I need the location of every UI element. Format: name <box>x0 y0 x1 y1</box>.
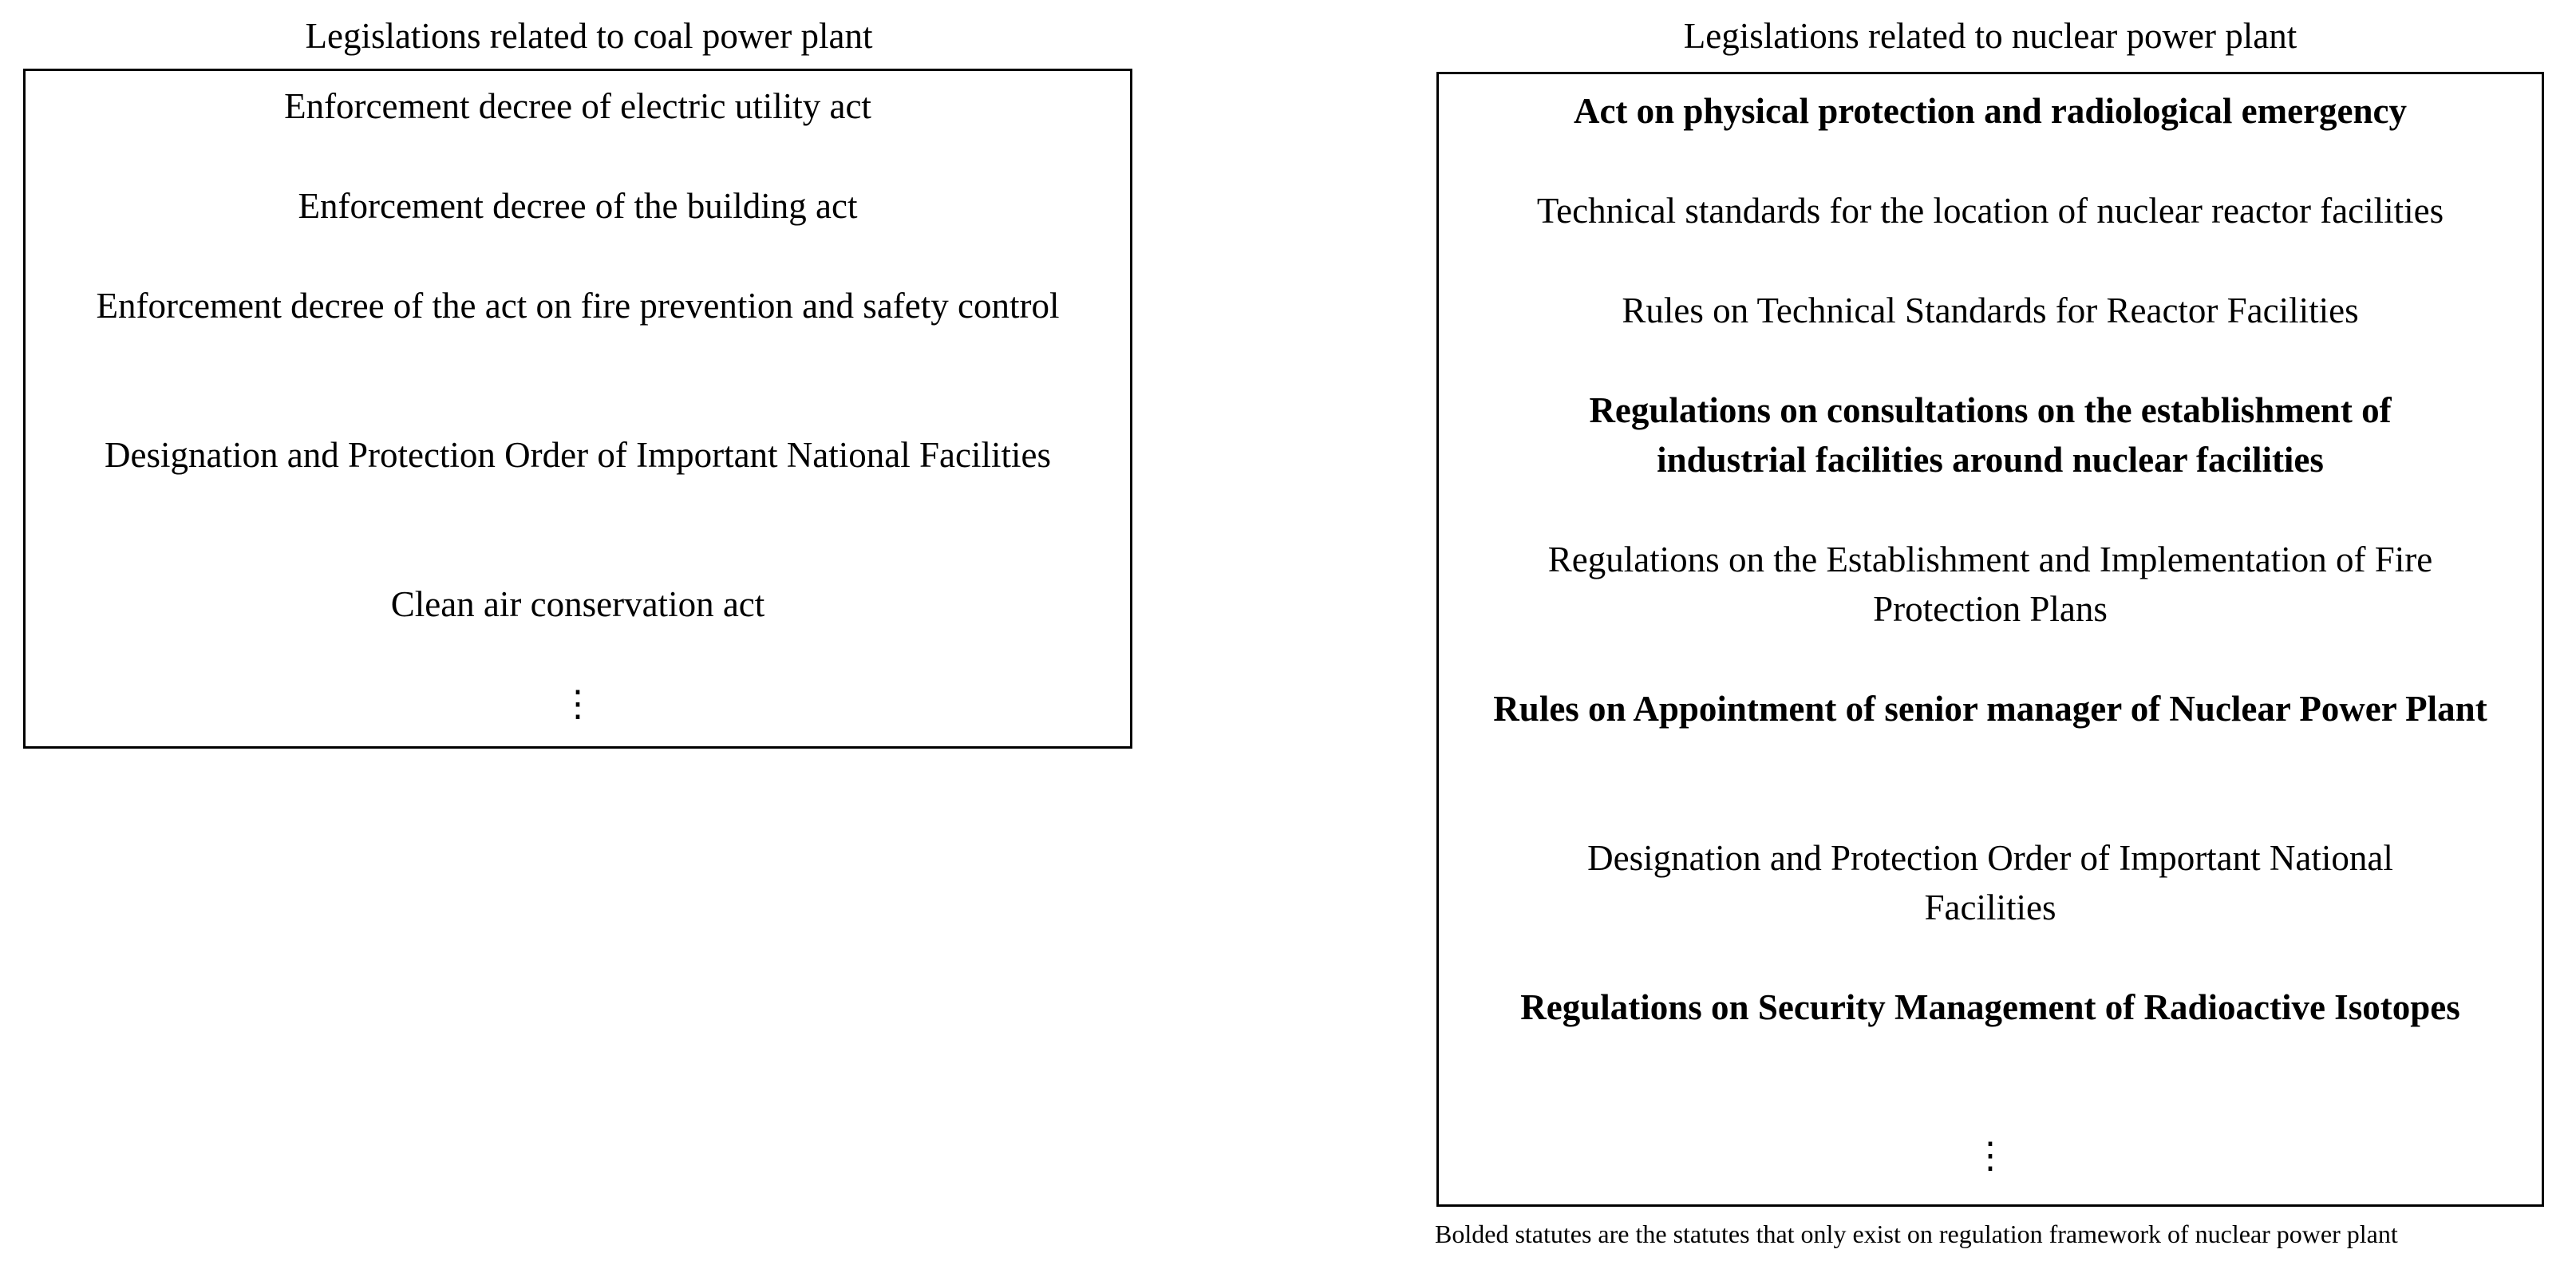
nuclear-item-physical-protection: Act on physical protection and radiological emergency <box>1573 91 2408 131</box>
nuclear-legislation-box <box>1436 72 2544 1207</box>
coal-item-national-facilities: Designation and Protection Order of Important National Facilities <box>105 435 1051 475</box>
nuclear-item-reactor-standards: Rules on Technical Standards for Reactor Facilities <box>1622 291 2359 330</box>
nuclear-item-fire-protection-plans: Regulations on the Establishment and Implementation of Fire Protection Plans <box>1547 540 2433 629</box>
coal-item-electric-utility: Enforcement decree of electric utility act <box>284 86 871 126</box>
coal-item-building-act: Enforcement decree of the building act <box>298 186 858 226</box>
nuclear-panel-title: Legislations related to nuclear power plant <box>1683 16 2297 56</box>
nuclear-item-national-facilities: Designation and Protection Order of Important National Facilities <box>1587 838 2393 927</box>
coal-item-fire-prevention: Enforcement decree of the act on fire prevention and safety control <box>96 286 1060 326</box>
coal-legislation-box <box>23 69 1132 749</box>
bold-statutes-footnote: Bolded statutes are the statutes that only exist on regulation framework of nuclear power plant <box>1435 1220 2398 1248</box>
nuclear-item-location-standards: Technical standards for the location of nuclear reactor facilities <box>1536 191 2444 231</box>
coal-ellipsis: ⋮ <box>559 684 596 724</box>
coal-item-clean-air: Clean air conservation act <box>390 584 765 624</box>
nuclear-item-radioactive-isotopes: Regulations on Security Management of Radioactive Isotopes <box>1520 987 2460 1027</box>
coal-panel-title: Legislations related to coal power plant <box>305 16 873 56</box>
nuclear-item-senior-manager: Rules on Appointment of senior manager of Nuclear Power Plant <box>1493 689 2487 729</box>
nuclear-ellipsis: ⋮ <box>1972 1136 2009 1176</box>
nuclear-item-industrial-consultations: Regulations on consultations on the establishment of industrial facilities around nuclear facilities <box>1589 390 2392 480</box>
